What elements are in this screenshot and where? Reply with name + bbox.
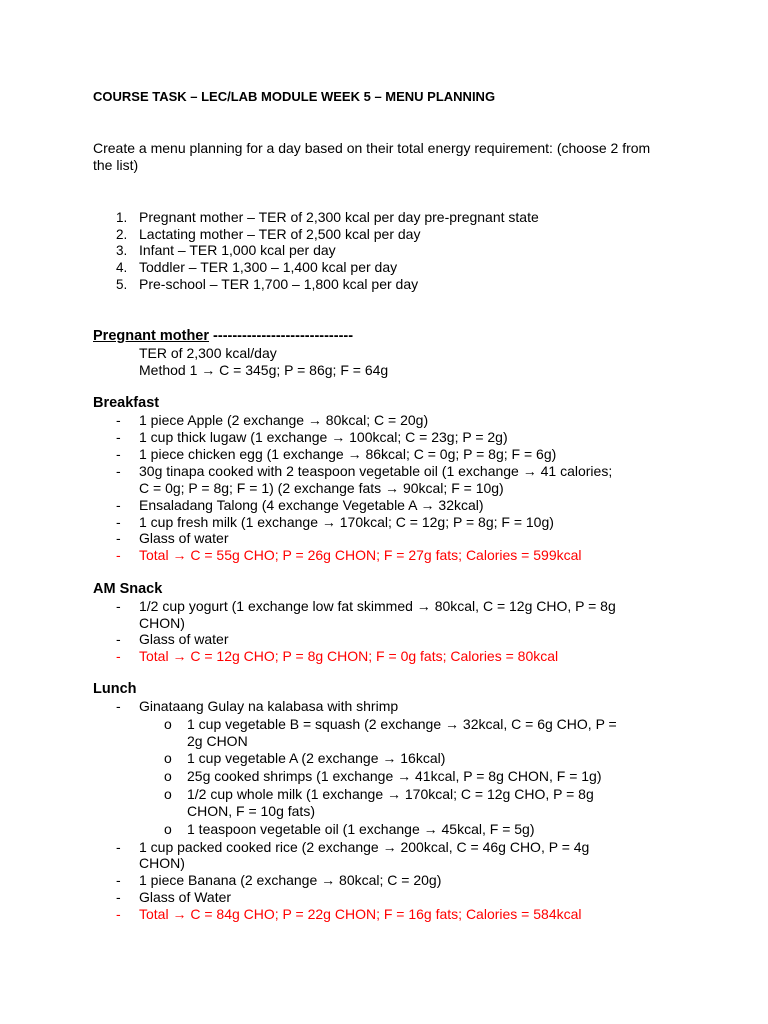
lunch-sub-item-continued: 2g CHON	[187, 733, 248, 749]
bullet-dash: -	[116, 412, 121, 428]
bullet-dash: -	[116, 906, 121, 922]
breakfast-item: 1 cup fresh milk (1 exchange → 170kcal; C = 12g; P = 8g; F = 10g)	[139, 514, 554, 530]
am-snack-total: Total → C = 12g CHO; P = 8g CHON; F = 0g fats; Calories = 80kcal	[139, 648, 559, 664]
bullet-dash: -	[116, 631, 121, 647]
choice-item: Lactating mother – TER of 2,500 kcal per day	[139, 226, 421, 242]
choice-number: 1.	[116, 210, 128, 225]
breakfast-item: 1 piece chicken egg (1 exchange → 86kcal; C = 0g; P = 8g; F = 6g)	[139, 446, 557, 462]
am-snack-item-continued: CHON)	[139, 615, 185, 631]
bullet-dash: -	[116, 839, 121, 855]
am-snack-item: 1/2 cup yogurt (1 exchange low fat skimmed → 80kcal, C = 12g CHO, P = 8g	[139, 598, 616, 614]
choice-item: Pre-school – TER 1,700 – 1,800 kcal per day	[139, 276, 419, 292]
breakfast-item: 30g tinapa cooked with 2 teaspoon vegetable oil (1 exchange → 41 calories;	[139, 463, 613, 479]
lunch-sub-item: 1 teaspoon vegetable oil (1 exchange → 45kcal, F = 5g)	[187, 821, 535, 837]
bullet-dash: -	[116, 547, 121, 563]
lunch-sub-item: 1/2 cup whole milk (1 exchange → 170kcal; C = 12g CHO, P = 8g	[187, 786, 594, 802]
breakfast-total: Total → C = 55g CHO; P = 26g CHON; F = 27g fats; Calories = 599kcal	[139, 547, 582, 563]
lunch-sub-item: 1 cup vegetable A (2 exchange → 16kcal)	[187, 750, 446, 766]
bullet-dash: -	[116, 446, 121, 462]
choice-number: 2.	[116, 227, 128, 242]
sub-bullet-circle: o	[164, 750, 172, 766]
sub-bullet-circle: o	[164, 716, 172, 732]
lunch-sub-item: 1 cup vegetable B = squash (2 exchange → 32kcal, C = 6g CHO, P =	[187, 716, 617, 732]
section-heading-dashes: -----------------------------	[209, 328, 354, 344]
bullet-dash: -	[116, 530, 121, 546]
lunch-sub-item: 25g cooked shrimps (1 exchange → 41kcal, P = 8g CHON, F = 1g)	[187, 768, 602, 784]
bullet-dash: -	[116, 872, 121, 888]
choice-item: Toddler – TER 1,300 – 1,400 kcal per day	[139, 259, 398, 275]
breakfast-item-continued: C = 0g; P = 8g; F = 1) (2 exchange fats → 90kcal; F = 10g)	[139, 480, 504, 496]
section-heading-label: Pregnant mother	[93, 328, 210, 344]
choice-number: 5.	[116, 277, 128, 292]
lunch-item: Glass of Water	[139, 889, 232, 905]
lunch-sub-item-continued: CHON, F = 10g fats)	[187, 803, 315, 819]
bullet-dash: -	[116, 598, 121, 614]
lunch-heading: Lunch	[93, 681, 137, 697]
lunch-dish: Ginataang Gulay na kalabasa with shrimp	[139, 698, 399, 714]
bullet-dash: -	[116, 463, 121, 479]
bullet-dash: -	[116, 698, 121, 714]
choice-item: Infant – TER 1,000 kcal per day	[139, 242, 336, 258]
document-title: COURSE TASK – LEC/LAB MODULE WEEK 5 – MENU PLANNING	[93, 89, 496, 104]
lunch-total: Total → C = 84g CHO; P = 22g CHON; F = 16g fats; Calories = 584kcal	[139, 906, 582, 922]
breakfast-item: 1 piece Apple (2 exchange → 80kcal; C = 20g)	[139, 412, 429, 428]
breakfast-item: 1 cup thick lugaw (1 exchange → 100kcal; C = 23g; P = 2g)	[139, 429, 508, 445]
choice-number: 4.	[116, 260, 128, 275]
bullet-dash: -	[116, 648, 121, 664]
ter-line: TER of 2,300 kcal/day	[139, 345, 277, 361]
bullet-dash: -	[116, 889, 121, 905]
choice-number: 3.	[116, 243, 128, 258]
section-heading	[93, 328, 353, 345]
am-snack-item: Glass of water	[139, 631, 229, 647]
bullet-dash: -	[116, 429, 121, 445]
choice-item: Pregnant mother – TER of 2,300 kcal per day pre-pregnant state	[139, 209, 539, 225]
lunch-item-continued: CHON)	[139, 855, 185, 871]
sub-bullet-circle: o	[164, 786, 172, 802]
sub-bullet-circle: o	[164, 821, 172, 837]
breakfast-heading: Breakfast	[93, 395, 160, 411]
breakfast-item: Glass of water	[139, 530, 229, 546]
bullet-dash: -	[116, 514, 121, 530]
bullet-dash: -	[116, 497, 121, 513]
breakfast-item: Ensaladang Talong (4 exchange Vegetable A → 32kcal)	[139, 497, 484, 513]
method-line: Method 1 → C = 345g; P = 86g; F = 64g	[139, 362, 389, 378]
sub-bullet-circle: o	[164, 768, 172, 784]
lunch-item: 1 cup packed cooked rice (2 exchange → 200kcal, C = 46g CHO, P = 4g	[139, 839, 590, 855]
lunch-item: 1 piece Banana (2 exchange → 80kcal; C = 20g)	[139, 872, 442, 888]
instructions-line-1: Create a menu planning for a day based on their total energy requirement: (choose 2 from	[93, 140, 651, 156]
am-snack-heading: AM Snack	[93, 581, 163, 597]
instructions-line-2: the list)	[93, 157, 139, 173]
